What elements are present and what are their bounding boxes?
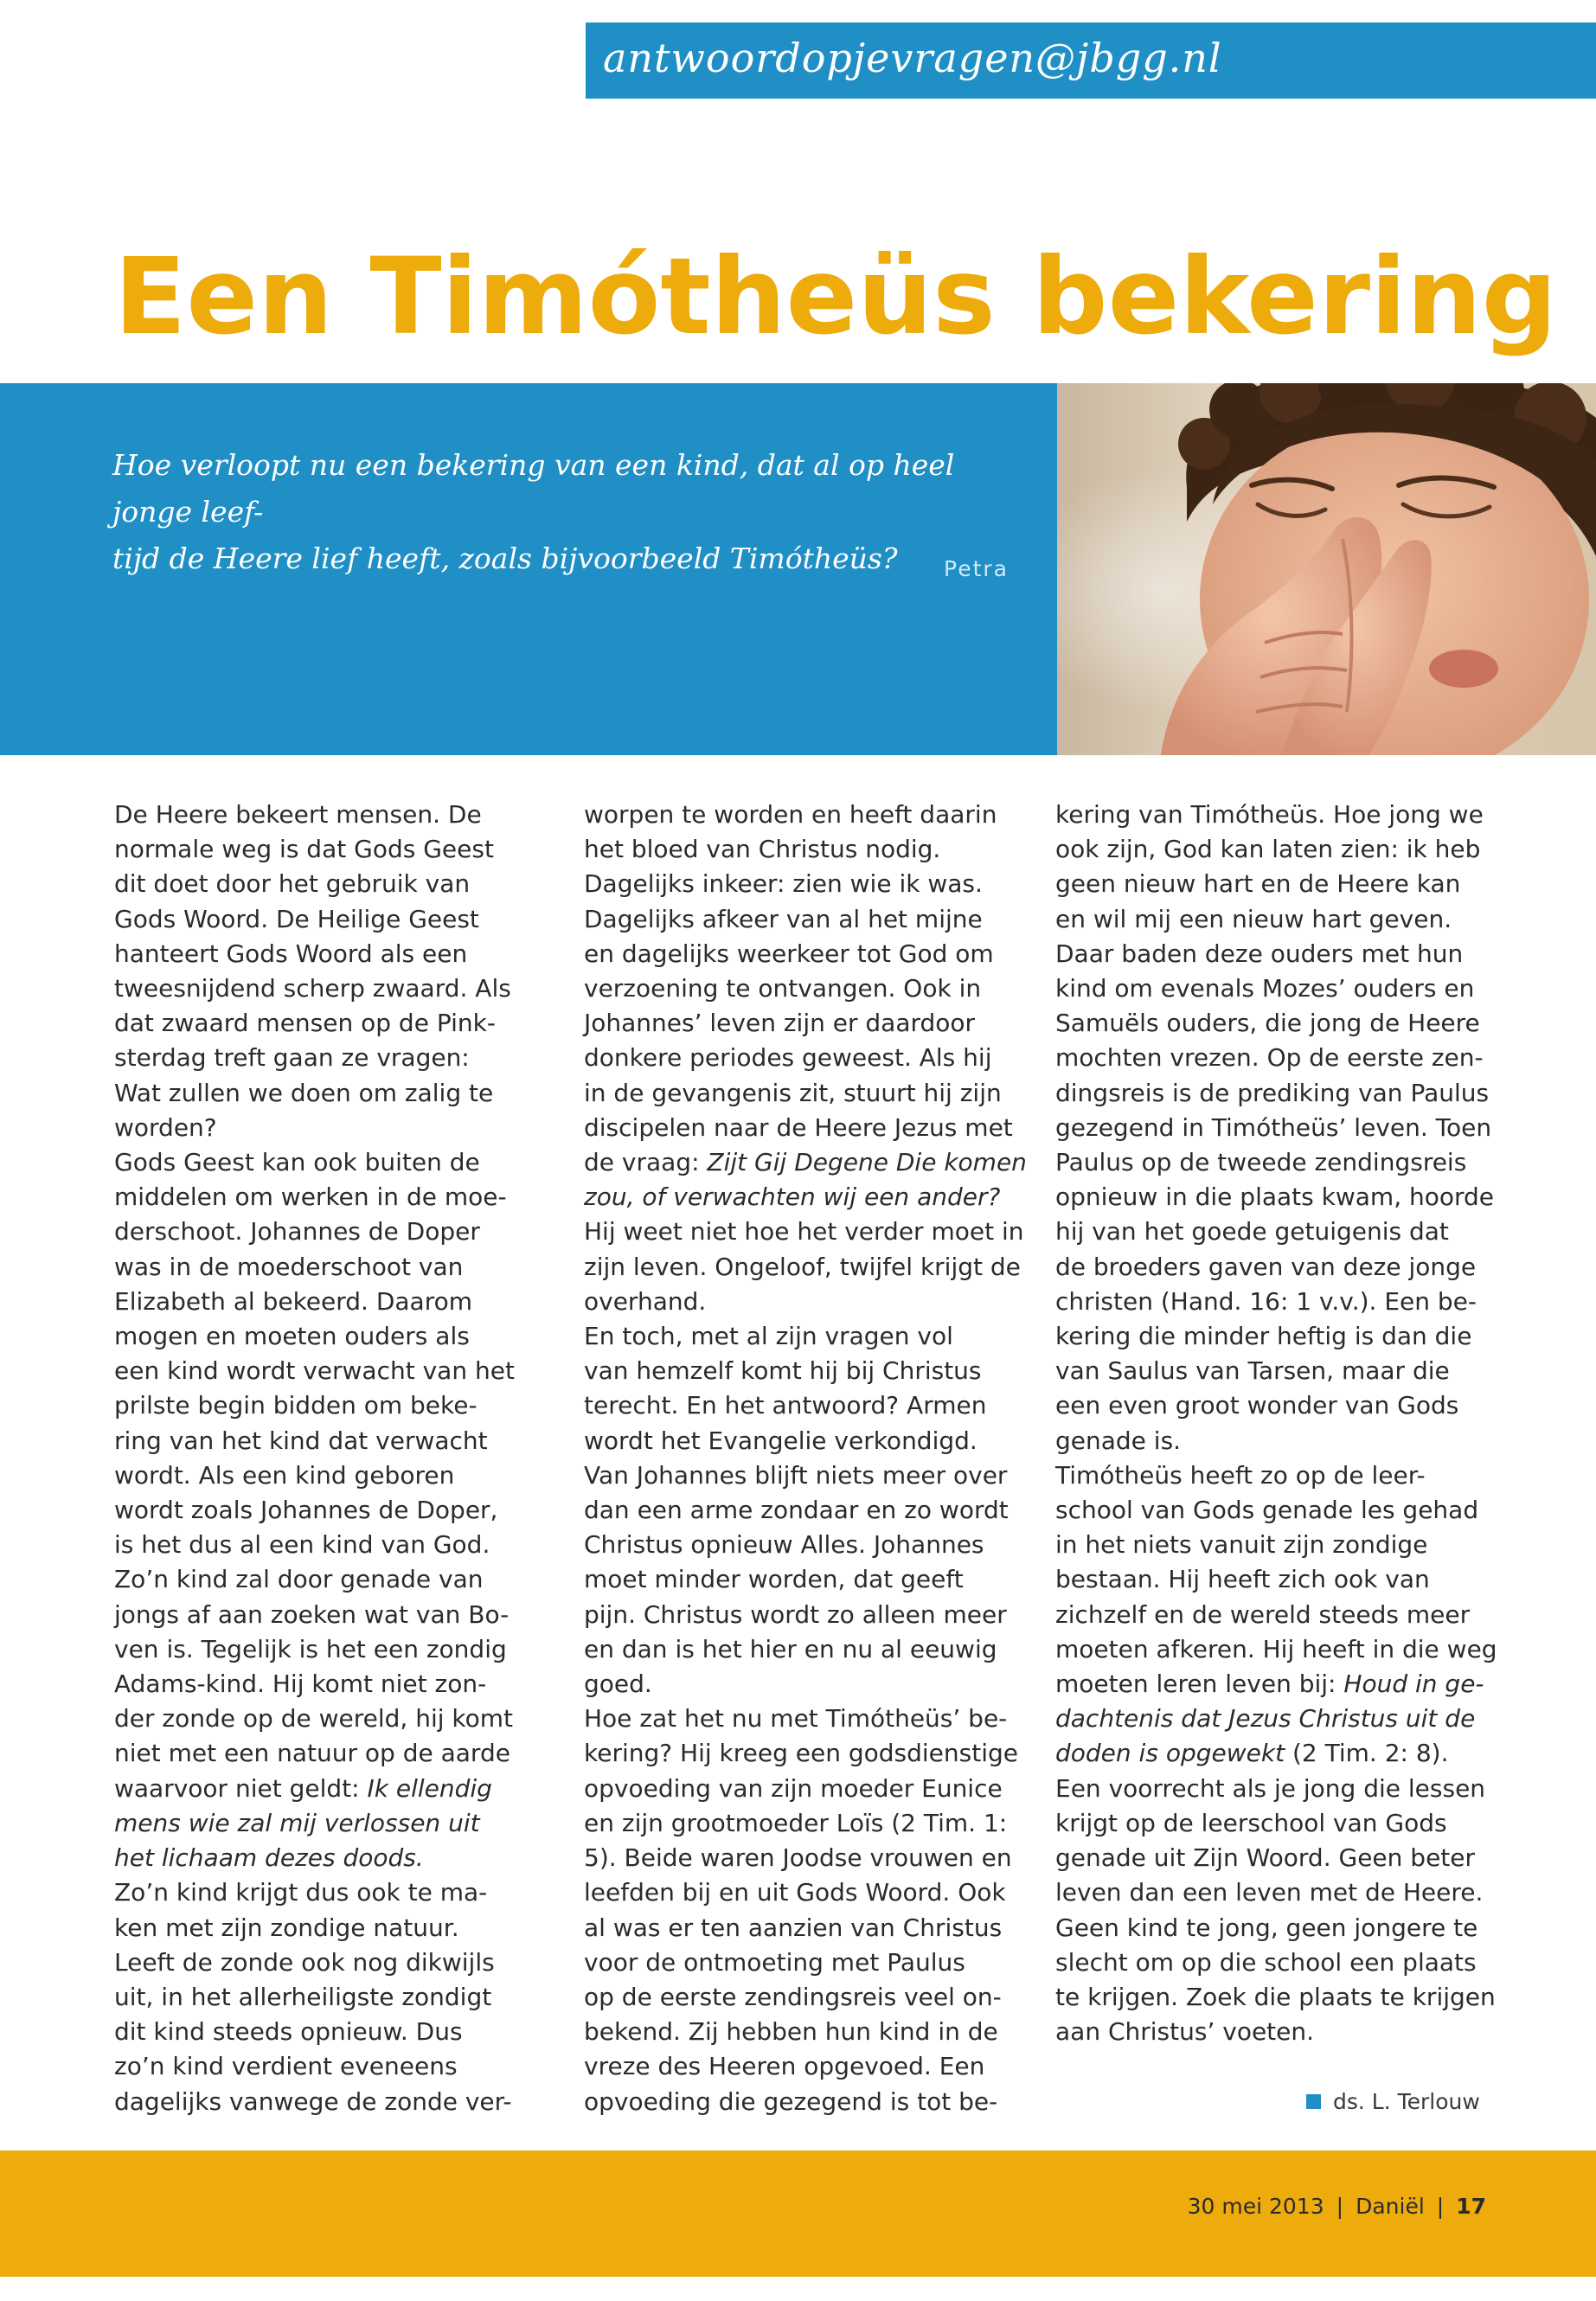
text-line <box>584 1145 1034 1180</box>
text-line: ken met zijn zondige natuur. <box>114 1913 459 1942</box>
text-line: prilste begin bidden om beke- <box>114 1391 478 1420</box>
text-line: hij van het goede getuigenis dat <box>1055 1217 1449 1247</box>
text-line: van hemzelf komt hij bij Christus <box>584 1356 982 1386</box>
text-line: De Heere bekeert mensen. De <box>114 800 482 829</box>
text-line: is het dus al een kind van God. <box>114 1530 490 1560</box>
text-line: het bloed van Christus nodig. <box>584 835 941 864</box>
article-column-3 <box>1055 798 1505 2049</box>
page-number: 17 <box>1456 2194 1486 2219</box>
text-line: kering? Hij kreeg een godsdienstige <box>584 1739 1019 1768</box>
bullet-square-icon <box>1306 2094 1321 2109</box>
text-line: Elizabeth al bekeerd. Daarom <box>114 1286 473 1316</box>
text-line: gezegend in Timótheüs’ leven. Toen <box>1055 1112 1492 1142</box>
text-line <box>114 1841 564 1875</box>
text-line: slecht om op die school een plaats <box>1055 1947 1477 1977</box>
text-run: moeten leren leven bij: <box>1055 1670 1336 1699</box>
text-line: Samuëls ouders, die jong de Heere <box>1055 1009 1480 1038</box>
scripture-quote: doden is opgewekt <box>1055 1739 1285 1768</box>
text-line <box>1055 1702 1505 1736</box>
footer-info <box>1188 2194 1486 2219</box>
text-line: te krijgen. Zoek die plaats te krijgen <box>1055 1982 1496 2011</box>
scripture-quote: Zijt Gij Degene Die komen <box>707 1148 1027 1177</box>
text-line: Daar baden deze ouders met hun <box>1055 939 1464 968</box>
text-line: de broeders gaven van deze jonge <box>1055 1252 1477 1281</box>
text-line <box>114 1772 564 1806</box>
text-line: worden? <box>114 1112 217 1142</box>
text-line: Zo’n kind zal door genade van <box>114 1565 484 1594</box>
text-line: wordt zoals Johannes de Doper, <box>114 1496 498 1525</box>
text-line: Van Johannes blijft niets meer over <box>584 1460 1008 1490</box>
text-run: (2 Tim. 2: 8). <box>1292 1739 1449 1768</box>
text-line: geen nieuw hart en de Heere kan <box>1055 869 1461 899</box>
text-line: bestaan. Hij heeft zich ook van <box>1055 1565 1430 1594</box>
lead-question-line: tijd de Heere lief heeft, zoals bijvoorbeeld Timótheüs? <box>112 542 898 575</box>
text-line: Timótheüs heeft zo op de leer- <box>1055 1460 1426 1490</box>
text-line: Wat zullen we doen om zalig te <box>114 1078 494 1107</box>
magazine-name: Daniël <box>1356 2194 1425 2219</box>
text-line <box>1055 1736 1505 1771</box>
text-line: op de eerste zendingsreis veel on- <box>584 1982 1002 2011</box>
text-line: kering die minder heftig is dan die <box>1055 1322 1472 1351</box>
text-line: genade uit Zijn Woord. Geen beter <box>1055 1843 1476 1873</box>
text-line: aan Christus’ voeten. <box>1055 2017 1315 2047</box>
text-line: bekend. Zij hebben hun kind in de <box>584 2017 998 2047</box>
text-line: zo’n kind verdient eveneens <box>114 2052 458 2081</box>
text-line: krijgt op de leerschool van Gods <box>1055 1808 1447 1837</box>
text-line: Zo’n kind krijgt dus ook te ma- <box>114 1878 488 1907</box>
text-run: waarvoor niet geldt: <box>114 1773 360 1803</box>
text-line: dit doet door het gebruik van <box>114 869 471 899</box>
text-line: en zijn grootmoeder Loïs (2 Tim. 1: <box>584 1808 1008 1837</box>
text-line: dit kind steeds opnieuw. Dus <box>114 2017 463 2047</box>
text-line: Paulus op de tweede zendingsreis <box>1055 1148 1467 1177</box>
author-name: ds. L. Terlouw <box>1333 2089 1480 2114</box>
text-line: en dan is het hier en nu al eeuwig <box>584 1634 997 1663</box>
text-line: wordt. Als een kind geboren <box>114 1460 455 1490</box>
text-line: christen (Hand. 16: 1 v.v.). Een be- <box>1055 1286 1477 1316</box>
text-line: en dagelijks weerkeer tot God om <box>584 939 994 968</box>
article-column-1 <box>114 798 564 2119</box>
text-line <box>114 1806 564 1841</box>
text-line: al was er ten aanzien van Christus <box>584 1913 1003 1942</box>
text-line: mogen en moeten ouders als <box>114 1322 470 1351</box>
footer-bar <box>0 2150 1596 2277</box>
text-line: hanteert Gods Woord als een <box>114 939 468 968</box>
text-line: middelen om werken in de moe- <box>114 1183 507 1212</box>
text-line: een even groot wonder van Gods <box>1055 1391 1459 1420</box>
text-line: Gods Geest kan ook buiten de <box>114 1148 480 1177</box>
lead-asker: Petra <box>944 556 1009 581</box>
text-line: school van Gods genade les gehad <box>1055 1496 1479 1525</box>
text-line: donkere periodes geweest. Als hij <box>584 1043 992 1073</box>
scripture-quote: het lichaam dezes doods. <box>114 1843 424 1873</box>
text-line: der zonde op de wereld, hij komt <box>114 1704 514 1734</box>
lead-question-line: Hoe verloopt nu een bekering van een kind, dat al op heel jonge leef- <box>112 448 955 529</box>
text-line: van Saulus van Tarsen, maar die <box>1055 1356 1450 1386</box>
praying-child-photo <box>1057 383 1596 755</box>
text-line: kind om evenals Mozes’ ouders en <box>1055 974 1475 1003</box>
text-line: ring van het kind dat verwacht <box>114 1426 488 1455</box>
text-line: derschoot. Johannes de Doper <box>114 1217 480 1247</box>
issue-date: 30 mei 2013 <box>1187 2194 1324 2219</box>
text-run: de vraag: <box>584 1148 700 1177</box>
text-line: uit, in het allerheiligste zondigt <box>114 1982 492 2011</box>
text-line: worpen te worden en heeft daarin <box>584 800 997 829</box>
text-line: overhand. <box>584 1286 707 1316</box>
text-line: Dagelijks afkeer van al het mijne <box>584 904 983 933</box>
text-line <box>584 1180 1034 1215</box>
text-line: wordt het Evangelie verkondigd. <box>584 1426 977 1455</box>
author-signature <box>1306 2089 1480 2114</box>
text-line: ook zijn, God kan laten zien: ik heb <box>1055 835 1481 864</box>
footer-separator: | <box>1336 2194 1344 2219</box>
text-line: jongs af aan zoeken wat van Bo- <box>114 1599 510 1629</box>
text-line: zijn leven. Ongeloof, twijfel krijgt de <box>584 1252 1021 1281</box>
article-title: Een Timótheüs bekering <box>114 235 1558 358</box>
scripture-quote: Ik ellendig <box>367 1773 492 1803</box>
text-line: kering van Timótheüs. Hoe jong we <box>1055 800 1484 829</box>
text-line: Johannes’ leven zijn er daardoor <box>584 1009 976 1038</box>
text-line: opvoeding die gezegend is tot be- <box>584 2086 998 2116</box>
text-line: En toch, met al zijn vragen vol <box>584 1322 953 1351</box>
text-line: dagelijks vanwege de zonde ver- <box>114 2086 512 2116</box>
praying-child-illustration <box>1057 383 1596 755</box>
text-line: opvoeding van zijn moeder Eunice <box>584 1773 1003 1803</box>
text-line: goed. <box>584 1670 652 1699</box>
text-line: was in de moederschoot van <box>114 1252 464 1281</box>
text-line: ven is. Tegelijk is het een zondig <box>114 1634 507 1663</box>
text-line: Leeft de zonde ook nog dikwijls <box>114 1947 495 1977</box>
text-line: Adams-kind. Hij komt niet zon- <box>114 1670 487 1699</box>
text-line: in het niets vanuit zijn zondige <box>1055 1530 1428 1560</box>
email-address[interactable]: antwoordopjevragen@jbgg.nl <box>603 35 1222 81</box>
article-column-2 <box>584 798 1034 2119</box>
text-line: Dagelijks inkeer: zien wie ik was. <box>584 869 983 899</box>
text-line: pijn. Christus wordt zo alleen meer <box>584 1599 1007 1629</box>
text-line: leven dan een leven met de Heere. <box>1055 1878 1484 1907</box>
email-bar <box>586 22 1596 99</box>
text-line: en wil mij een nieuw hart geven. <box>1055 904 1452 933</box>
lead-question <box>112 442 1029 582</box>
text-line: Een voorrecht als je jong die lessen <box>1055 1773 1486 1803</box>
text-line <box>1055 1667 1505 1702</box>
text-line: in de gevangenis zit, stuurt hij zijn <box>584 1078 1002 1107</box>
text-line: terecht. En het antwoord? Armen <box>584 1391 987 1420</box>
text-line: mochten vrezen. Op de eerste zen- <box>1055 1043 1484 1073</box>
text-line: Geen kind te jong, geen jongere te <box>1055 1913 1478 1942</box>
text-line: leefden bij en uit Gods Woord. Ook <box>584 1878 1006 1907</box>
scripture-quote: Houd in ge- <box>1343 1670 1484 1699</box>
text-line: normale weg is dat Gods Geest <box>114 835 494 864</box>
lead-box <box>0 383 1057 755</box>
text-line: tweesnijdend scherp zwaard. Als <box>114 974 511 1003</box>
text-line: genade is. <box>1055 1426 1182 1455</box>
scripture-quote: dachtenis dat Jezus Christus uit de <box>1055 1704 1476 1734</box>
text-line: dat zwaard mensen op de Pink- <box>114 1009 496 1038</box>
scripture-quote: zou, of verwachten wij een ander? <box>584 1183 1001 1212</box>
text-line: moeten afkeren. Hij heeft in die weg <box>1055 1634 1497 1663</box>
footer-separator: | <box>1436 2194 1445 2219</box>
text-line: zichzelf en de wereld steeds meer <box>1055 1599 1471 1629</box>
text-line: Gods Woord. De Heilige Geest <box>114 904 479 933</box>
text-line: opnieuw in die plaats kwam, hoorde <box>1055 1183 1495 1212</box>
text-line: moet minder worden, dat geeft <box>584 1565 964 1594</box>
text-line: verzoening te ontvangen. Ook in <box>584 974 982 1003</box>
text-line: voor de ontmoeting met Paulus <box>584 1947 965 1977</box>
text-line: Hoe zat het nu met Timótheüs’ be- <box>584 1704 1008 1734</box>
text-line: Christus opnieuw Alles. Johannes <box>584 1530 984 1560</box>
text-line: 5). Beide waren Joodse vrouwen en <box>584 1843 1012 1873</box>
text-line: sterdag treft gaan ze vragen: <box>114 1043 470 1073</box>
text-line: vreze des Heeren opgevoed. Een <box>584 2052 985 2081</box>
text-line: Hij weet niet hoe het verder moet in <box>584 1217 1024 1247</box>
text-line: discipelen naar de Heere Jezus met <box>584 1112 1013 1142</box>
text-line: niet met een natuur op de aarde <box>114 1739 510 1768</box>
text-line: een kind wordt verwacht van het <box>114 1356 515 1386</box>
text-line: dan een arme zondaar en zo wordt <box>584 1496 1009 1525</box>
text-line: dingsreis is de prediking van Paulus <box>1055 1078 1490 1107</box>
scripture-quote: mens wie zal mij verlossen uit <box>114 1808 480 1837</box>
